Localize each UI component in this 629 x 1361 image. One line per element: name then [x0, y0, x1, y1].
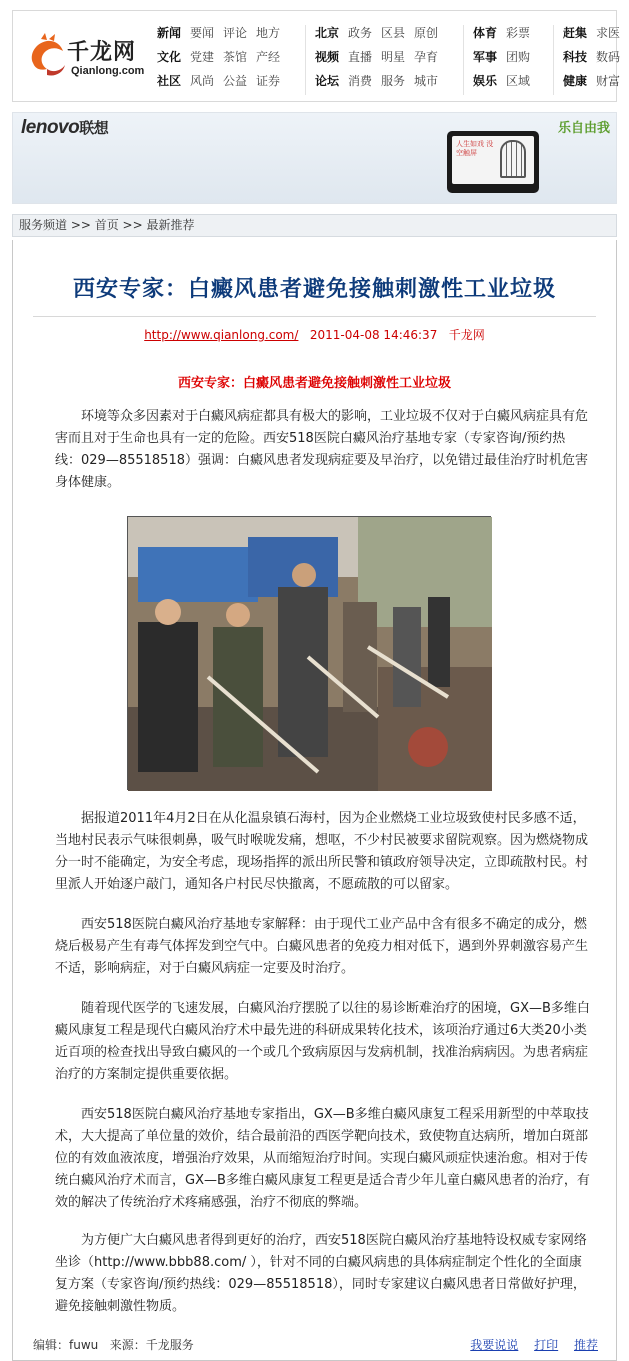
nav-link[interactable]: 孕育 [414, 50, 439, 64]
nav-link[interactable]: 军事 [473, 50, 498, 64]
nav-link[interactable]: 证券 [256, 74, 281, 88]
nav-link[interactable]: 健康 [563, 74, 588, 88]
nav-link[interactable]: 原创 [414, 26, 439, 40]
nav-row [315, 47, 447, 71]
nav-row [473, 71, 539, 95]
nav-row [473, 47, 539, 71]
nav-link[interactable]: 论坛 [315, 74, 340, 88]
site-header [12, 10, 621, 102]
nav-link[interactable]: 城市 [414, 74, 439, 88]
logo-english-text: Qianlong.com [71, 65, 145, 77]
nav-link[interactable]: 政务 [348, 26, 373, 40]
nav-row [157, 71, 289, 95]
nav-link[interactable]: 区域 [506, 74, 531, 88]
nav-link[interactable]: 赶集 [563, 26, 588, 40]
article-paragraph: 环境等众多因素对于白癜风病症都具有极大的影响，工业垃圾不仅对于白癜风病症具有危害而且对于生命也具有一定的危险。西安518医院白癜风治疗基地专家（专家咨询/预约热线：029—85518518）强调：白癜风患者发现病症要及早治疗，以免错过最佳治疗时机危害身体健康。 [55, 409, 589, 490]
nav-link[interactable]: 产经 [256, 50, 281, 64]
source-site: 千龙网 [448, 328, 485, 342]
nav-link[interactable]: 消费 [348, 74, 373, 88]
nav-link[interactable]: 要闻 [190, 26, 215, 40]
nav-divider [305, 25, 306, 95]
nav-link[interactable]: 彩票 [506, 26, 531, 40]
nav-group-beijing [315, 23, 447, 95]
site-logo[interactable] [27, 29, 147, 89]
ad-device-image [447, 131, 539, 193]
article-paragraph: 西安518医院白癜风治疗基地专家指出，GX—B多维白癜风康复工程采用新型的中萃取技术，大大提高了单位量的效价，结合最前沿的西医学靶向技术，致使物直达病所，增加白斑部位的有效血液浓度，增强治疗效果，从而缩短治疗时间。实现白癜风顽症快速治愈。相对于传统白癜风治疗术而言，GX—B多维白癜风康复工程更是适合青少年儿童白癜风患者的治疗，有效的解决了传统治疗术疼痛感强，治疗不彻底的弊端。 [55, 1107, 590, 1210]
nav-link[interactable]: 娱乐 [473, 74, 498, 88]
dragon-logo-icon [27, 33, 69, 79]
lenovo-logo: lenovo联想 [21, 117, 109, 138]
nav-group-news [157, 23, 289, 95]
nav-row [563, 71, 629, 95]
article-meta [13, 326, 616, 343]
source-url-link[interactable]: http://www.qianlong.com/ [144, 328, 299, 342]
article-footer [33, 1336, 598, 1353]
article-container [12, 240, 617, 1361]
breadcrumb[interactable]: 服务频道 >> 首页 >> 最新推荐 [12, 214, 617, 237]
nav-group-services [563, 23, 629, 95]
cage-icon [500, 140, 526, 178]
article-paragraph: 随着现代医学的飞速发展，白癜风治疗摆脱了以往的易诊断难治疗的困境，GX—B多维白癜风康复工程是现代白癜风治疗术中最先进的科研成果转化技术，该项治疗通过6大类20小类近百项的检查找出导致白癜风的一个或几个致病原因与发病机制，找准治病病因。为患者病症治疗的方案制定提供重要依据。 [55, 1001, 590, 1082]
article-paragraph: 为方便广大白癜风患者得到更好的治疗，西安518医院白癜风治疗基地特设权威专家网络坐诊（http://www.bbb88.com/ ），针对不同的白癜风病患的具体病症制定个性化的全面康复方案（专家咨询/预约热线：029—85518518），同时专家建议白癜风患者日常做好护理，避免接触刺激性物质。 [55, 1233, 587, 1314]
nav-link[interactable]: 社区 [157, 74, 182, 88]
nav-link[interactable]: 北京 [315, 26, 340, 40]
nav-link[interactable]: 评论 [223, 26, 248, 40]
nav-link[interactable]: 团购 [506, 50, 531, 64]
editor-label: 编辑：fuwu [33, 1338, 99, 1352]
source-label: 来源：千龙服务 [109, 1338, 194, 1352]
ad-slogan: 乐自由我 [557, 121, 610, 136]
nav-row [157, 47, 289, 71]
nav-row [473, 23, 539, 47]
nav-link[interactable]: 文化 [157, 50, 182, 64]
title-divider [33, 316, 596, 317]
logo-chinese-text: 千龙网 [67, 40, 137, 65]
nav-row [157, 23, 289, 47]
publish-datetime: 2011-04-08 14:46:37 [309, 328, 438, 342]
nav-row [563, 23, 629, 47]
nav-divider [463, 25, 464, 95]
nav-row [315, 23, 447, 47]
nav-link[interactable]: 数码 [596, 50, 621, 64]
nav-link[interactable]: 地方 [256, 26, 281, 40]
lenovo-ad-banner[interactable] [12, 112, 617, 204]
nav-group-sports [473, 23, 539, 95]
nav-link[interactable]: 直播 [348, 50, 373, 64]
nav-link[interactable]: 新闻 [157, 26, 182, 40]
nav-link[interactable]: 风尚 [190, 74, 215, 88]
nav-link[interactable]: 科技 [563, 50, 588, 64]
nav-row [563, 47, 629, 71]
comment-link[interactable]: 我要说说 [470, 1338, 519, 1352]
ad-screen-text: 人生如戏 没空触屏 [456, 140, 494, 157]
article-title: 西安专家：白癜风患者避免接触刺激性工业垃圾 [72, 276, 556, 302]
nav-link[interactable]: 公益 [223, 74, 248, 88]
article-paragraph: 据报道2011年4月2日在从化温泉镇石海村，因为企业燃烧工业垃圾致使村民多感不适，当地村民表示气味很刺鼻，吸气时喉咙发痛，想呕，不少村民被要求留院观察。因为燃烧物成分一时不能确定，为安全考虑，现场指挥的派出所民警和镇政府领导决定，立即疏散村民。村里派人开始逐户敲门，通知各户村民尽快撤离，不愿疏散的可以留家。 [55, 811, 589, 892]
nav-link[interactable]: 党建 [190, 50, 215, 64]
print-link[interactable]: 打印 [534, 1338, 559, 1352]
nav-link[interactable]: 区县 [381, 26, 406, 40]
nav-link[interactable]: 体育 [473, 26, 498, 40]
article-paragraph: 西安518医院白癜风治疗基地专家解释：由于现代工业产品中含有很多不确定的成分，燃烧后极易产生有毒气体挥发到空气中。白癜风患者的免疫力相对低下，遇到外界刺激容易产生不适，影响病症，对于白癜风病症一定要及时治疗。 [55, 917, 589, 976]
nav-link[interactable]: 求医 [596, 26, 621, 40]
nav-link[interactable]: 视频 [315, 50, 340, 64]
article-subtitle: 西安专家：白癜风患者避免接触刺激性工业垃圾 [177, 376, 451, 391]
nav-link[interactable]: 茶馆 [223, 50, 248, 64]
nav-link[interactable]: 服务 [381, 74, 406, 88]
nav-link[interactable]: 明星 [381, 50, 406, 64]
article-photo [127, 516, 491, 790]
nav-row [315, 71, 447, 95]
recommend-link[interactable]: 推荐 [573, 1338, 598, 1352]
nav-link[interactable]: 财富 [596, 74, 621, 88]
nav-divider [553, 25, 554, 95]
